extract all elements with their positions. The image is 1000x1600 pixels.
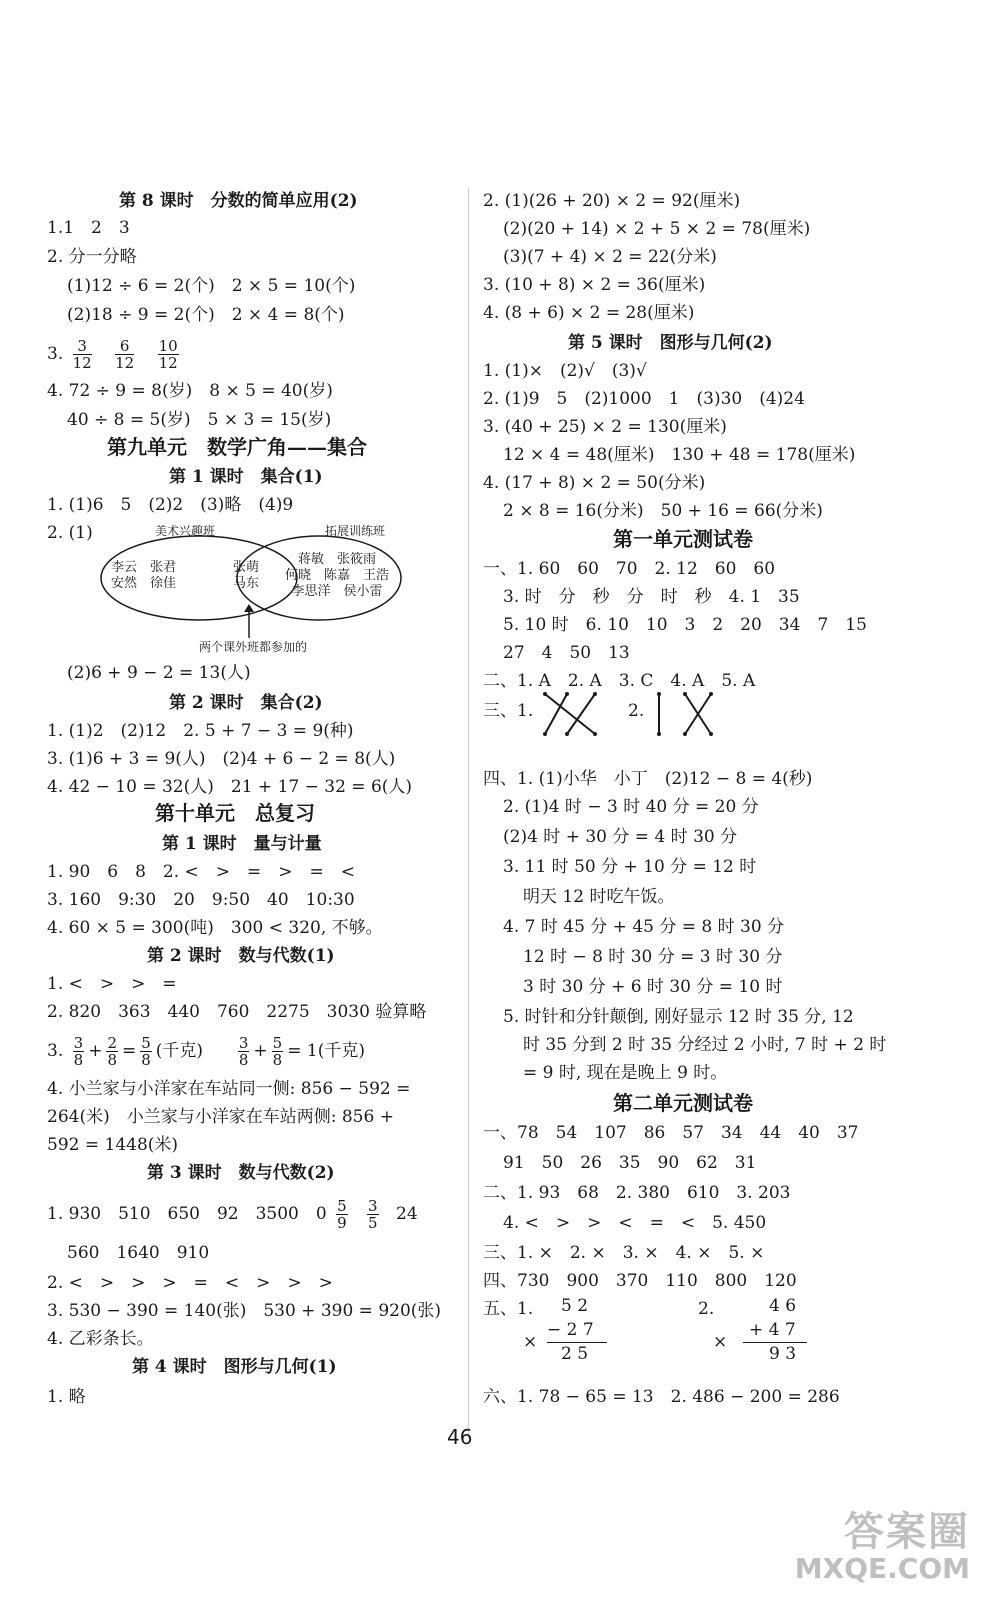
fraction: $\frac{10}{12}$ [158,337,178,372]
fraction: $\frac{3}{8}$ [73,1034,84,1069]
answer-line: (2)6 + 9 − 2 = 13(人) [67,663,251,683]
answer-text: 24 [396,1204,418,1224]
answer-line: 27 4 50 13 [503,643,630,663]
answer-line: 5. 10 时 6. 10 10 3 2 20 34 7 15 [503,615,867,635]
test-title: 第一单元测试卷 [613,527,753,551]
watermark-logo: 答案圈 MXQE.COM [794,1509,970,1585]
answer-text: 1. 930 510 650 92 3500 0 [47,1204,327,1224]
lesson-title: 第 1 课时 量与计量 [162,834,322,854]
question-number: 3. [47,344,64,364]
venn-diagram [99,520,449,654]
fraction-answer-line [47,338,183,371]
lesson-title: 第 1 课时 集合(1) [169,467,323,487]
fraction: $\frac{5}{8}$ [141,1034,151,1069]
answer-line: 1. 略 [47,1387,86,1407]
calc-rule [743,1342,807,1343]
answer-line: 1. (1)2 (2)12 2. 5 + 7 − 3 = 9(种) [47,721,354,741]
lesson-title: 第 2 课时 数与代数(1) [147,946,335,966]
calc-result: 2 5 [561,1344,589,1364]
fraction: $\frac{3}{5}$ [368,1197,378,1232]
question-number: 3. [47,1041,64,1061]
answer-line: 4. 60 × 5 = 300(吨) 300 < 320, 不够。 [47,918,383,938]
answer-line: 264(米) 小兰家与小洋家在车站两侧: 856 + [47,1107,394,1127]
matching-lines-2 [651,690,731,740]
fraction-answer-line [47,1198,418,1231]
answer-line: 592 = 1448(米) [47,1135,179,1155]
answer-line: 三、1. × 2. × 3. × 4. × 5. × [483,1243,765,1263]
answer-line: 12 时 − 8 时 30 分 = 3 时 30 分 [523,947,783,967]
answer-line: 3. (10 + 8) × 2 = 36(厘米) [483,275,706,295]
column-divider [468,188,469,1438]
answer-line: 1. 90 6 8 2. < > = > = < [47,862,355,882]
calc-result: 9 3 [769,1344,797,1364]
fraction: $\frac{5}{9}$ [337,1197,347,1232]
answer-line: 2. (1)4 时 − 3 时 40 分 = 20 分 [503,797,759,817]
lesson-title: 第 8 课时 分数的简单应用(2) [119,191,358,211]
question-number: 2. [698,1299,715,1319]
venn-right-names: 蒋敏 张筱雨 何晓 陈嘉 王浩 李思洋 侯小雷 [285,552,390,599]
answer-line: 3. 160 9:30 20 9:50 40 10:30 [47,890,355,910]
vertical-calc-1 [523,1296,643,1376]
venn-middle-names: 张萌 马东 [233,560,260,591]
matching-lines-1 [537,690,617,740]
answer-line: 2. (1) [47,523,93,543]
answer-line: (2)4 时 + 30 分 = 4 时 30 分 [503,827,738,847]
answer-line: 二、1. A 2. A 3. C 4. A 5. A [483,671,756,691]
answer-line: = 9 时, 现在是晚上 9 时。 [523,1063,728,1083]
answer-line: (3)(7 + 4) × 2 = 22(分米) [503,247,717,267]
question-number: 五、1. [483,1299,534,1319]
answer-line: 四、730 900 370 110 800 120 [483,1271,797,1291]
answer-line: 1. (1)6 5 (2)2 (3)略 (4)9 [47,495,294,515]
venn-right-label: 拓展训练班 [325,524,386,538]
answer-line: 4. (8 + 6) × 2 = 28(厘米) [483,303,695,323]
page-number: 46 [447,1425,473,1449]
unit-text: (千克) [155,1041,204,1061]
answer-line: 560 1640 910 [67,1243,210,1263]
answer-line: (2)18 ÷ 9 = 2(个) 2 × 4 = 8(个) [67,305,345,325]
calc-operand: − 2 7 [547,1320,594,1340]
vertical-calc-2 [713,1296,833,1376]
unit-text: (千克) [317,1041,365,1061]
lesson-title: 第 5 课时 图形与几何(2) [568,333,773,353]
answer-line: 3. 11 时 50 分 + 10 分 = 12 时 [503,857,757,877]
lesson-title: 第 4 课时 图形与几何(1) [132,1357,337,1377]
answer-line: 4. 乙彩条长。 [47,1329,154,1349]
answer-line: 4. 小兰家与小洋家在车站同一侧: 856 − 592 = [47,1079,411,1099]
answer-line: 91 50 26 35 90 62 31 [503,1153,757,1173]
answer-line: 2. (1)9 5 (2)1000 1 (3)30 (4)24 [483,389,805,409]
answer-line: 明天 12 时吃午饭。 [523,887,675,907]
calc-top: 5 2 [561,1296,589,1316]
answer-line: 3. 530 − 390 = 140(张) 530 + 390 = 920(张) [47,1301,442,1321]
answer-line: 一、1. 60 60 70 2. 12 60 60 [483,559,776,579]
answer-line: 12 × 4 = 48(厘米) 130 + 48 = 178(厘米) [503,445,856,465]
answer-line: 2. (1)(26 + 20) × 2 = 92(厘米) [483,191,741,211]
answer-line: 3 时 30 分 + 6 时 30 分 = 10 时 [523,977,783,997]
answer-line: 4. 42 − 10 = 32(人) 21 + 17 − 32 = 6(人) [47,777,413,797]
venn-left-label: 美术兴趣班 [155,524,216,538]
answer-line: 4. 72 ÷ 9 = 8(岁) 8 × 5 = 40(岁) [47,381,333,401]
answer-line: 2. 820 363 440 760 2275 3030 验算略 [47,1002,427,1022]
wrong-mark: × [523,1332,538,1352]
answer-line: 3. (1)6 + 3 = 9(人) (2)4 + 6 − 2 = 8(人) [47,749,396,769]
question-number: 三、1. [483,701,534,721]
calc-operand: + 4 7 [749,1320,796,1340]
matching-answer-line [483,700,533,722]
answer-line: 4. < > > < = < 5. 450 [503,1213,767,1233]
answer-line: 5. 时针和分针颠倒, 刚好显示 12 时 35 分, 12 [503,1007,854,1027]
lesson-title: 第 2 课时 集合(2) [169,693,323,713]
answer-line: 时 35 分到 2 时 35 分经过 2 小时, 7 时 + 2 时 [523,1035,887,1055]
answer-line: 一、78 54 107 86 57 34 44 40 37 [483,1123,859,1143]
answer-line: 二、1. 93 68 2. 380 610 3. 203 [483,1183,791,1203]
calc-top: 4 6 [769,1296,797,1316]
unit-title: 第十单元 总复习 [155,801,315,825]
lesson-title: 第 3 课时 数与代数(2) [147,1163,335,1183]
answer-line: 40 ÷ 8 = 5(岁) 5 × 3 = 15(岁) [67,410,332,430]
venn-left-names: 李云 张君 安然 徐佳 [111,560,177,591]
result-value: 1 [306,1041,318,1061]
answer-line: 四、1. (1)小华 小丁 (2)12 − 8 = 4(秒) [483,769,813,789]
answer-line: 2. < > > > = < > > > [47,1273,333,1293]
answer-line: 2. 分一分略 [47,247,137,267]
question-number: 2. [628,701,645,721]
answer-line: (2)(20 + 14) × 2 + 5 × 2 = 78(厘米) [503,219,811,239]
fraction: $\frac{5}{8}$ [272,1034,283,1069]
answer-line: (1)12 ÷ 6 = 2(个) 2 × 5 = 10(个) [67,276,356,296]
answer-line: 1. < > > = [47,974,177,994]
answer-line: 2 × 8 = 16(分米) 50 + 16 = 66(分米) [503,501,823,521]
test-title: 第二单元测试卷 [613,1091,753,1115]
fraction: $\frac{6}{12}$ [115,337,135,372]
answer-line: 1. (1)× (2)√ (3)√ [483,361,647,381]
wrong-mark: × [713,1332,728,1352]
answer-line: 4. 7 时 45 分 + 45 分 = 8 时 30 分 [503,917,785,937]
fraction: $\frac{3}{12}$ [72,337,92,372]
answer-line: 3. 时 分 秒 分 时 秒 4. 1 35 [503,587,800,607]
answer-line: 1.1 2 3 [47,218,130,238]
fraction-answer-line: 3. $\frac{3}{8}$ + $\frac{2}{8}$ = $\frac{5}{8}$ (千克) $\frac{3}{8}$ + $\frac{5}{8}$ = 1(千克) [47,1034,365,1069]
answer-line: 六、1. 78 − 65 = 13 2. 486 − 200 = 286 [483,1387,840,1407]
answer-line: 3. (40 + 25) × 2 = 130(厘米) [483,417,727,437]
answer-line: 4. (17 + 8) × 2 = 50(分米) [483,473,706,493]
venn-caption: 两个课外班都参加的 [199,640,308,654]
fraction: $\frac{3}{8}$ [238,1034,249,1069]
fraction: $\frac{2}{8}$ [107,1034,117,1069]
unit-title: 第九单元 数学广角——集合 [107,435,367,459]
calc-rule [547,1342,607,1343]
